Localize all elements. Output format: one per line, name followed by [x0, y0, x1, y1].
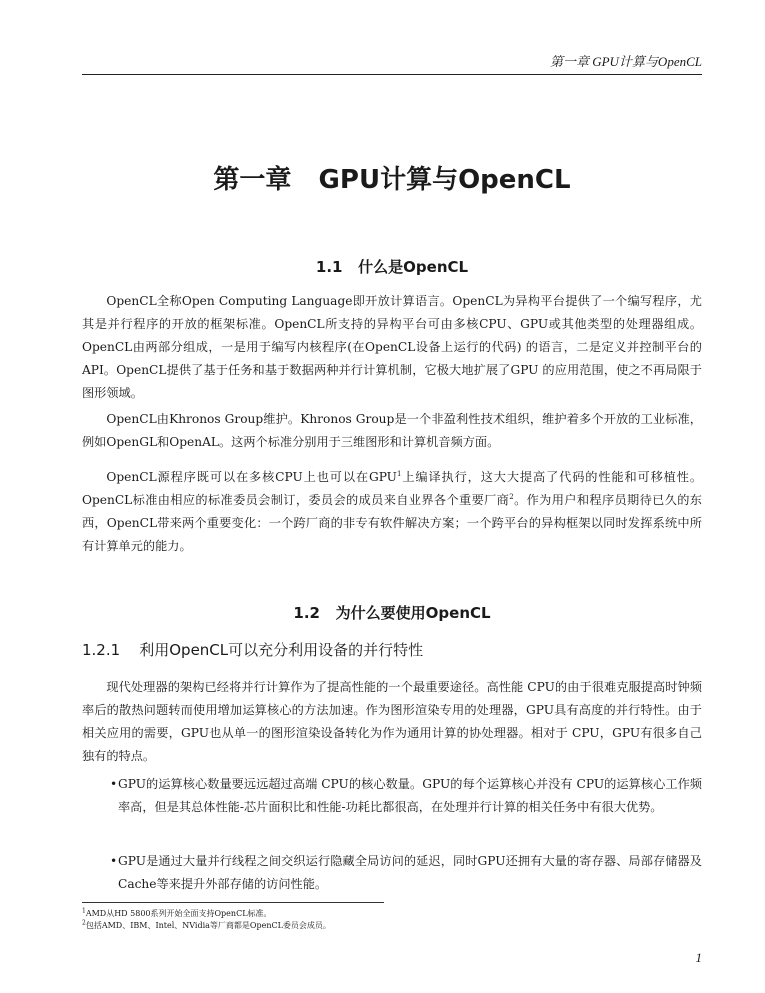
footnote-ref-2[interactable]: 2	[509, 492, 514, 501]
subsection-title-1-2-1: 1.2.1 利用OpenCL可以充分利用设备的并行特性	[82, 641, 424, 659]
running-header: 第一章 GPU计算与OpenCL	[82, 52, 702, 75]
paragraph-3-text-a: OpenCL源程序既可以在多核CPU上也可以在GPU	[106, 470, 397, 484]
section-title-1-1: 1.1 什么是OpenCL	[315, 258, 469, 276]
paragraph-2: OpenCL由Khronos Group维护。Khronos Group是一个非盈利性技术组织，维护着多个开放的工业标准，例如OpenGL和OpenAL。这两个标准分别用于三维图形和计算机音频方面。	[82, 412, 702, 449]
page-number: 1	[695, 950, 702, 965]
bullet-item-1	[110, 773, 702, 819]
bullet-item-2	[110, 850, 702, 896]
bullet-text: GPU是通过大量并行线程之间交织运行隐藏全局访问的延迟，同时GPU还拥有大量的寄存器、局部存储器及Cache等来提升外部存储的访问性能。	[118, 854, 702, 891]
footnote-2	[82, 920, 702, 931]
bullet-dot: •	[110, 854, 118, 868]
footnote-ref-1[interactable]: 1	[396, 469, 402, 478]
footnote-1	[82, 908, 702, 919]
paragraph-3-text-b: 上编译执行，这大大提高了代码的性能和可移植性。OpenCL标准由相应的标准委员会制订，委员会的成员来自业界各个重要厂商	[82, 470, 703, 507]
chapter-title: 第一章 GPU计算与OpenCL	[213, 165, 571, 195]
paragraph-4: 现代处理器的架构已经将并行计算作为了提高性能的一个最重要途径。高性能 CPU的由于很难克服提高时钟频率后的散热问题转而使用增加运算核心的方法加速。作为图形渲染专用的处理器，GPU具有高度的并行特性。由于相关应用的需要，GPU也从单一的图形渲染设备转化为作为通用计算的协处理器。相对于 CPU，GPU有很多自己独有的特点。	[82, 680, 702, 763]
paragraph-1: OpenCL全称Open Computing Language即开放计算语言。OpenCL为异构平台提供了一个编写程序，尤其是并行程序的开放的框架标准。OpenCL所支持的异构平台可由多核CPU、GPU或其他类型的处理器组成。OpenCL由两部分组成，一是用于编写内核程序(在OpenCL设备上运行的代码) 的语言，二是定义并控制平台的API。OpenCL提供了基于任务和基于数据两种并行计算机制，它极大地扩展了GPU 的应用范围，使之不再局限于图形领域。	[82, 294, 702, 400]
bullet-text: GPU的运算核心数量要远远超过高端 CPU的核心数量。GPU的每个运算核心并没有 CPU的运算核心工作频率高，但是其总体性能-芯片面积比和性能-功耗比都很高，在处理并行计算的相关任务中有很大优势。	[118, 777, 702, 814]
footnote-text: AMD从HD 5800系列开始全面支持OpenCL标准。	[85, 909, 272, 918]
paragraph-3-text-c: 。作为用户和程序员期待已久的东西，OpenCL带来两个重要变化：一个跨厂商的非专有软件解决方案；一个跨平台的异构框架以同时发挥系统中所有计算单元的能力。	[82, 493, 702, 553]
section-title-1-2: 1.2 为什么要使用OpenCL	[293, 604, 491, 622]
footnote-text: 包括AMD、IBM、Intel、NVidia等厂商都是OpenCL委员会成员。	[85, 921, 331, 930]
footnote-mark: 2	[82, 919, 86, 927]
footnote-mark: 1	[82, 907, 86, 915]
footnote-rule	[82, 902, 384, 903]
bullet-dot: •	[110, 777, 118, 791]
paragraph-3	[82, 466, 702, 558]
